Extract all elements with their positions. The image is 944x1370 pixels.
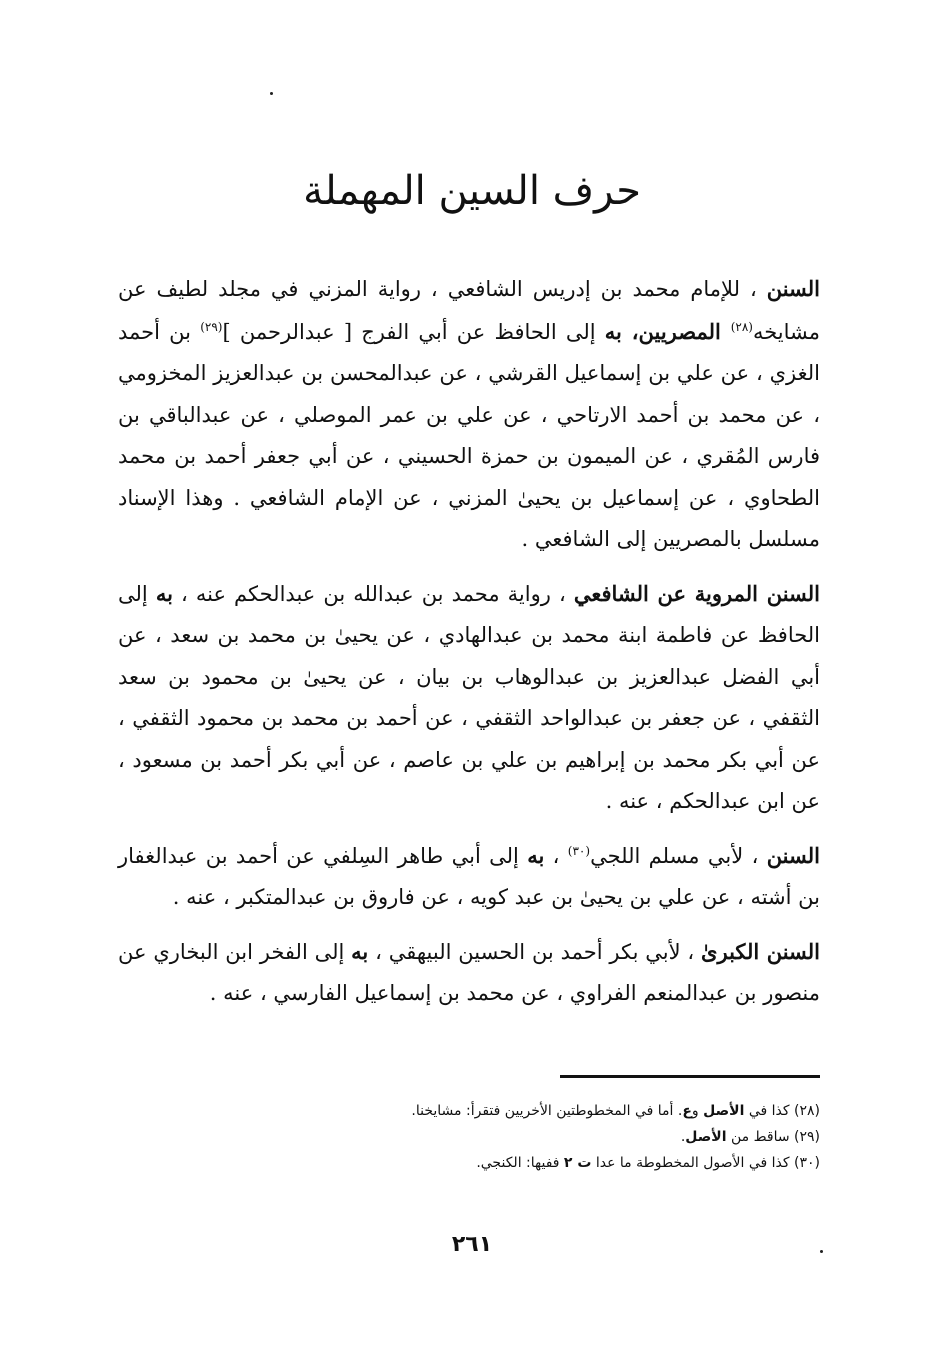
entry-heading: السنن: [766, 842, 820, 868]
footnote-text-bold: ت ٢: [563, 1155, 592, 1171]
entry-paragraph: [118, 573, 820, 823]
entry-text: ، للإمام محمد بن إدريس الشافعي ، رواية المزني في مجلد لطيف عن مشايخه: [118, 277, 820, 344]
entry-heading: السنن المروية عن الشافعي: [573, 580, 820, 606]
entry-heading: السنن الكبرىٰ: [701, 938, 820, 964]
entry-text: ،: [544, 843, 568, 868]
entry-text: إلى الفخر ابن البخاري عن منصور بن عبدالمنعم الفراوي ، عن محمد بن إسماعيل الفارسي ، عنه .: [118, 939, 820, 1005]
footnote-reference: (٢٩): [200, 319, 223, 334]
chapter-title: حرف السين المهملة: [303, 168, 641, 214]
entry-text: إلى الحافظ عن فاطمة ابنة محمد بن عبدالهادي ، عن يحيىٰ بن محمد بن سعد ، عن أبي الفضل عبدالعزيز بن عبدالوهاب بن بيان ، عن يحيىٰ بن محمود بن سعد الثقفي ، عن جعفر بن عبدالواحد الثقفي ، عن أحمد بن محمد بن محمود الثقفي ، عن أبي بكر محمد بن إبراهيم بن علي بن عاصم ، عن أبي بكر أحمد بن مسعود ، عن ابن عبدالحكم ، عنه .: [118, 581, 821, 813]
entry-text: ، لأبي مسلم اللجي: [590, 843, 767, 868]
footnote-number: (٣٠): [794, 1155, 820, 1171]
footnote-text: .: [680, 1129, 686, 1145]
footnote-reference: (٣٠): [567, 843, 591, 858]
footnote-text: . أما في المخطوطتين الأخريين فتقرأ: مشايخنا.: [411, 1103, 683, 1119]
page-number: ٢٦١: [451, 1232, 493, 1257]
entry-text-bold: المصريين،: [621, 318, 731, 344]
bihi-marker: به: [527, 842, 545, 868]
entry-paragraph: [118, 835, 820, 919]
footnote-separator: [560, 1075, 820, 1078]
entry-heading: السنن: [766, 276, 820, 301]
footnote-text-bold: ع: [682, 1103, 692, 1119]
entry-text: ، لأبي بكر أحمد بن الحسين البيهقي ،: [368, 939, 702, 964]
footnote-text: و: [691, 1103, 704, 1119]
footnote: [300, 1150, 820, 1176]
bihi-marker: به: [351, 938, 369, 964]
bihi-marker: به: [155, 580, 173, 606]
scan-speck: [270, 92, 273, 95]
entry-text: بن أحمد الغزي ، عن علي بن إسماعيل القرشي ، عن عبدالمحسن بن عبدالعزيز المخزومي ، عن محمد بن أحمد الارتاحي ، عن علي بن عمر الموصلي ، عن عبدالباقي بن فارس المُقري ، عن الميمون بن حمزة الحسيني ، عن أبي جعفر أحمد بن محمد الطحاوي ، عن إسماعيل بن يحيىٰ المزني ، عن الإمام الشافعي . وهذا الإسناد مسلسل بالمصريين إلى الشافعي .: [118, 319, 820, 551]
entry-paragraph: [118, 268, 820, 561]
footnotes: [300, 1098, 820, 1176]
footnote-reference: (٢٨): [730, 319, 753, 334]
entry-text: إلى أبي طاهر السِلفي عن أحمد بن عبدالغفار بن أشته ، عن علي بن يحيىٰ بن عبد كويه ، عن فاروق بن عبدالمتكبر ، عنه .: [118, 843, 820, 909]
bihi-marker: به: [604, 318, 622, 344]
footnote-text: ففيها: الكنجي.: [476, 1155, 564, 1171]
entry-text: ، رواية محمد بن عبدالله بن عبدالحكم عنه ،: [172, 581, 574, 606]
entry-paragraph: [118, 931, 820, 1015]
body-text: [118, 268, 820, 1027]
footnote-text: ساقط من: [726, 1129, 795, 1145]
footnote: [300, 1098, 820, 1124]
footnote-number: (٢٨): [794, 1103, 820, 1119]
footnote-number: (٢٩): [794, 1129, 820, 1145]
footnote-text: كذا في الأصول المخطوطة ما عدا: [591, 1155, 795, 1171]
footnote-text-bold: الأصل: [703, 1103, 745, 1119]
entry-text: إلى الحافظ عن أبي الفرج [ عبدالرحمن ]: [222, 319, 605, 344]
footnote: [300, 1124, 820, 1150]
footnote-text: كذا في: [744, 1103, 795, 1119]
footnote-text-bold: الأصل: [685, 1129, 727, 1145]
